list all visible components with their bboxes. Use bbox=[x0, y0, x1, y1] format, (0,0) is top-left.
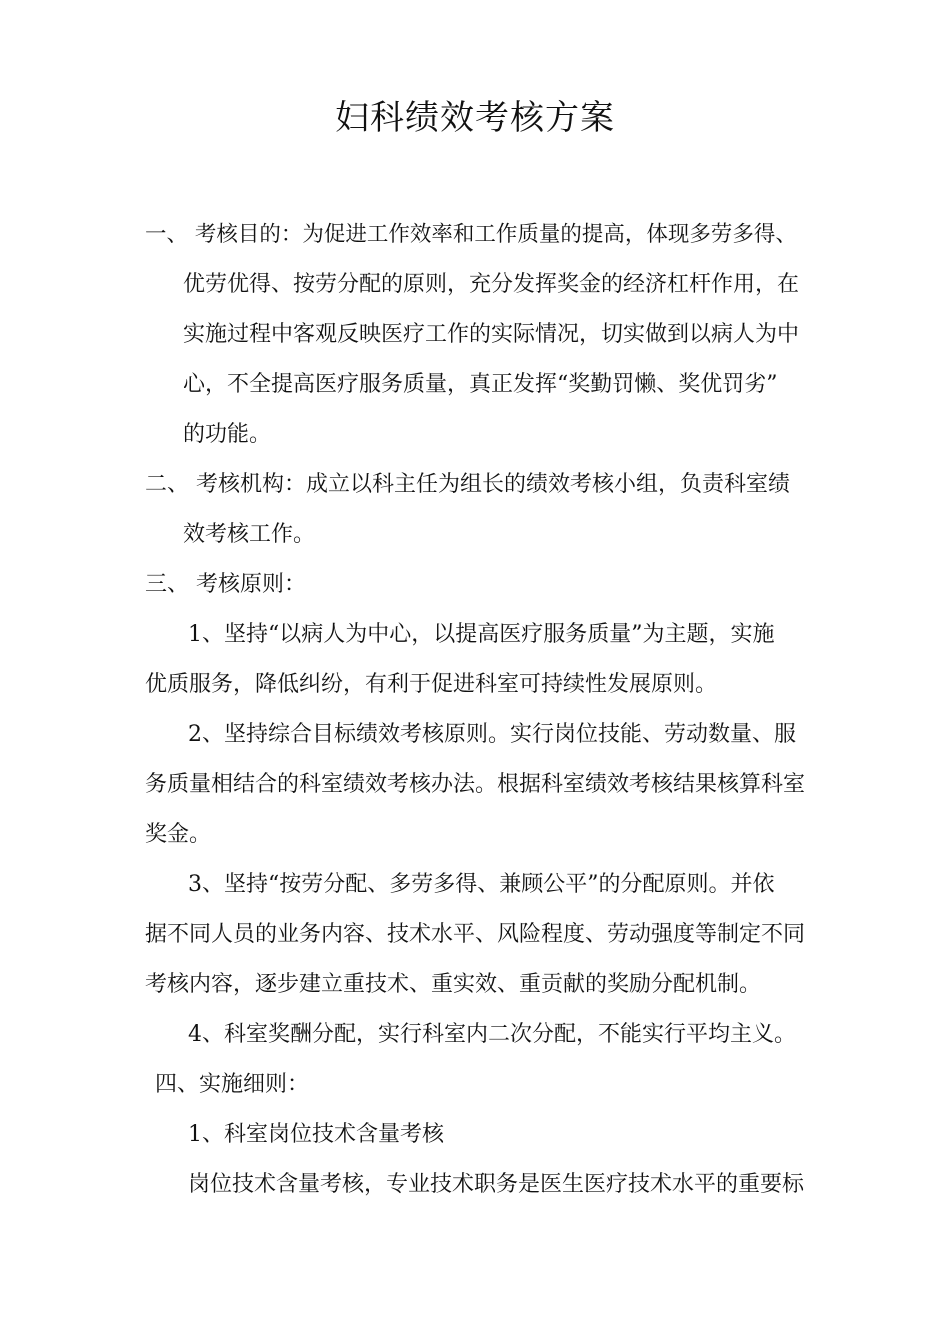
paragraph-line-12: 务质量相结合的科室绩效考核办法。根据科室绩效考核结果核算科室 bbox=[145, 772, 806, 797]
paragraph-line-18: 四、实施细则： bbox=[155, 1072, 310, 1097]
paragraph-line-1: 一、 考核目的：为促进工作效率和工作质量的提高，体现多劳多得、 bbox=[145, 222, 797, 247]
paragraph-line-7: 效考核工作。 bbox=[183, 522, 316, 547]
paragraph-line-11: 2、坚持综合目标绩效考核原则。实行岗位技能、劳动数量、服 bbox=[188, 722, 796, 747]
document-title: 妇科绩效考核方案 bbox=[335, 98, 615, 138]
paragraph-line-16: 考核内容，逐步建立重技术、重实效、重贡献的奖励分配机制。 bbox=[145, 972, 762, 997]
paragraph-line-8: 三、 考核原则： bbox=[145, 572, 306, 597]
paragraph-line-13: 奖金。 bbox=[145, 822, 212, 847]
paragraph-line-15: 据不同人员的业务内容、技术水平、风险程度、劳动强度等制定不同 bbox=[145, 922, 806, 947]
paragraph-line-17: 4、科室奖酬分配，实行科室内二次分配，不能实行平均主义。 bbox=[188, 1022, 796, 1047]
paragraph-line-5: 的功能。 bbox=[183, 422, 272, 447]
paragraph-line-10: 优质服务，降低纠纷，有利于促进科室可持续性发展原则。 bbox=[145, 672, 718, 697]
paragraph-line-14: 3、坚持“按劳分配、多劳多得、兼顾公平”的分配原则。并依 bbox=[188, 872, 775, 897]
paragraph-line-2: 优劳优得、按劳分配的原则，充分发挥奖金的经济杠杆作用，在 bbox=[183, 272, 800, 297]
paragraph-line-3: 实施过程中客观反映医疗工作的实际情况，切实做到以病人为中 bbox=[183, 322, 800, 347]
paragraph-line-9: 1、坚持“以病人为中心，以提高医疗服务质量”为主题，实施 bbox=[188, 622, 775, 647]
paragraph-line-4: 心，不全提高医疗服务质量，真正发挥“奖勤罚懒、奖优罚劣” bbox=[183, 372, 778, 397]
paragraph-line-20: 岗位技术含量考核，专业技术职务是医生医疗技术水平的重要标 bbox=[188, 1172, 805, 1197]
paragraph-line-19: 1、科室岗位技术含量考核 bbox=[188, 1122, 444, 1147]
paragraph-line-6: 二、 考核机构：成立以科主任为组长的绩效考核小组，负责科室绩 bbox=[145, 472, 790, 497]
